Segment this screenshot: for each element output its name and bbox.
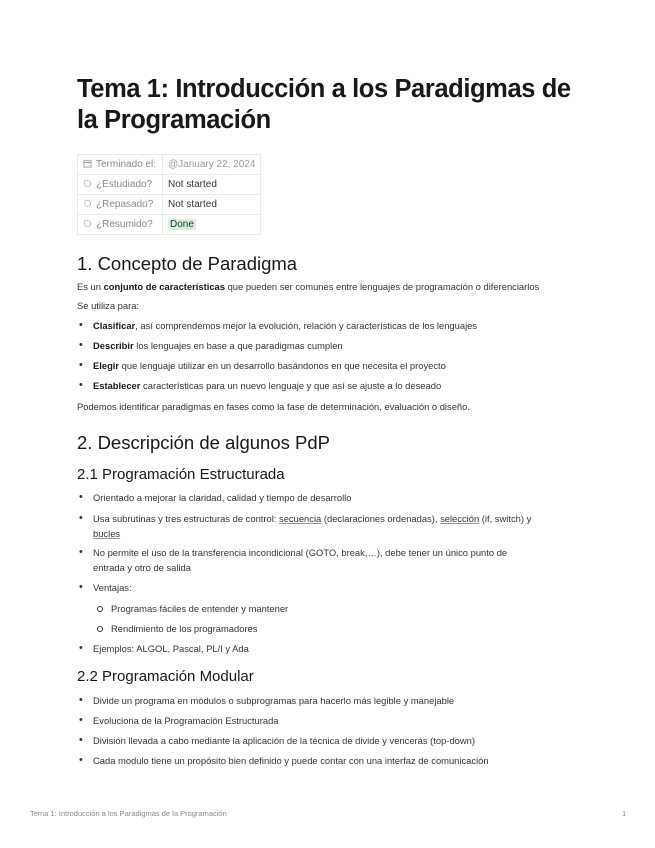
list-item: • Ventajas: bbox=[93, 580, 603, 595]
subsection-heading: 2.2 Programación Modular bbox=[77, 668, 254, 685]
property-row[interactable] bbox=[78, 195, 261, 215]
list-item: • Usa subrutinas y tres estructuras de control: secuencia (declaraciones ordenadas), selección (if, switch) y bucles bbox=[93, 511, 603, 541]
link: secuencia bbox=[279, 513, 322, 524]
page-title: Tema 1: Introducción a los Paradigmas de la Programación bbox=[77, 75, 571, 134]
paragraph: Se utiliza para: bbox=[77, 300, 140, 311]
list-item: • Clasificar, así comprendemos mejor la evolución, relación y características de los lenguajes bbox=[93, 318, 603, 333]
property-label: Terminado el: bbox=[96, 159, 157, 170]
property-value: Not started bbox=[168, 199, 217, 210]
property-label: ¿Estudiado? bbox=[96, 179, 153, 190]
subsection-heading: 2.1 Programación Estructurada bbox=[77, 466, 285, 483]
list-item: • Cada modulo tiene un propósito bien definido y puede contar con una interfaz de comunicación bbox=[93, 753, 603, 768]
link: bucles bbox=[93, 528, 121, 539]
list-item: • Describir los lenguajes en base a que paradigmas cumplen bbox=[93, 338, 603, 353]
properties-table bbox=[77, 154, 261, 235]
link: selección bbox=[440, 513, 480, 524]
status-icon bbox=[83, 179, 92, 188]
status-badge: Done bbox=[170, 219, 194, 230]
footer-title: Tema 1: Introducción a los Paradigmas de la Programación bbox=[30, 809, 227, 818]
page-number: 1 bbox=[622, 809, 627, 818]
status-icon bbox=[83, 219, 92, 228]
list-item: • Evoluciona de la Programación Estructurada bbox=[93, 713, 603, 728]
list-item: • No permite el uso de la transferencia incondicional (GOTO, break,…), debe tener un único punto de entrada y otro de salida bbox=[93, 545, 603, 575]
property-label: ¿Repasado? bbox=[96, 199, 154, 210]
property-row[interactable] bbox=[78, 175, 261, 195]
status-icon bbox=[83, 199, 92, 208]
calendar-icon bbox=[83, 159, 92, 168]
sub-list-item: Programas fáciles de entender y mantener bbox=[111, 603, 289, 614]
property-value: Not started bbox=[168, 179, 217, 190]
section-heading: 1. Concepto de Paradigma bbox=[77, 253, 298, 274]
list-item: • Ejemplos: ALGOL, Pascal, PL/I y Ada bbox=[93, 641, 603, 656]
list-item: • Establecer características para un nuevo lenguaje y que así se ajuste a lo deseado bbox=[93, 378, 603, 393]
property-value: @January 22, 2024 bbox=[168, 159, 256, 170]
property-row[interactable] bbox=[78, 215, 261, 235]
list-item: • Divide un programa en módulos o subprogramas para hacerlo más legible y manejable bbox=[93, 693, 603, 708]
property-row[interactable] bbox=[78, 155, 261, 175]
property-label: ¿Resumido? bbox=[96, 219, 153, 230]
list-item: • Orientado a mejorar la claridad, calidad y tiempo de desarrollo bbox=[93, 490, 603, 505]
paragraph: Podemos identificar paradigmas en fases como la fase de determinación, evaluación o diseño. bbox=[77, 401, 470, 412]
paragraph: Es un conjunto de características que pueden ser comunes entre lenguajes de programación o diferenciarlos bbox=[77, 281, 540, 292]
list-item: • División llevada a cabo mediante la aplicación de la técnica de divide y vencerás (top-down) bbox=[93, 733, 603, 748]
section-heading: 2. Descripción de algunos PdP bbox=[77, 432, 330, 453]
sub-list-item: Rendimiento de los programadores bbox=[111, 623, 258, 634]
list-item: • Elegir que lenguaje utilizar en un desarrollo basándonos en que necesita el proyecto bbox=[93, 358, 603, 373]
